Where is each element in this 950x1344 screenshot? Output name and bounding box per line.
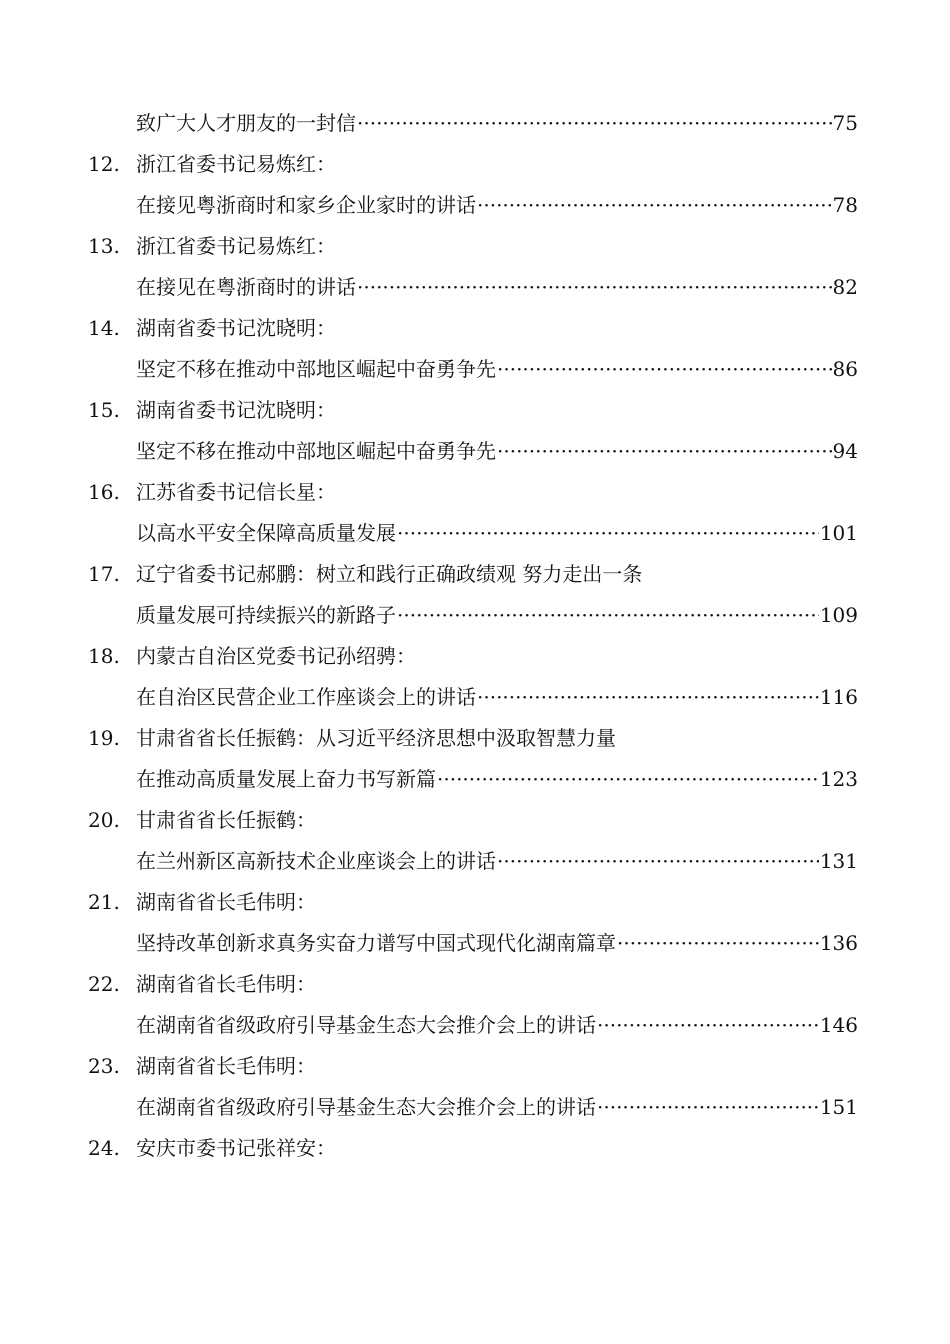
toc-heading-line <box>0 721 950 755</box>
toc-entry-line[interactable] <box>0 106 950 140</box>
entry-title: 在自治区民营企业工作座谈会上的讲话 <box>136 685 476 709</box>
toc-heading-line <box>0 147 950 181</box>
toc-entry-line[interactable] <box>0 352 950 386</box>
toc-entry-line[interactable] <box>0 434 950 468</box>
toc-entry-line[interactable] <box>0 270 950 304</box>
toc-entry-line[interactable] <box>0 762 950 796</box>
leader-dots <box>397 516 819 550</box>
entry-speaker: 湖南省省长毛伟明： <box>136 890 316 914</box>
toc-entry[interactable] <box>136 434 858 468</box>
toc-heading-line <box>0 1131 950 1165</box>
toc-entry-line[interactable] <box>0 188 950 222</box>
entry-speaker: 浙江省委书记易炼红： <box>136 152 336 176</box>
entry-title: 在接见粤浙商时和家乡企业家时的讲话 <box>136 193 476 217</box>
page-number: 151 <box>819 1095 858 1119</box>
leader-dots <box>477 680 819 714</box>
entry-number: 20. <box>88 808 120 832</box>
entry-speaker: 湖南省省长毛伟明： <box>136 972 316 996</box>
entry-title: 在湖南省省级政府引导基金生态大会推介会上的讲话 <box>136 1095 596 1119</box>
page-number: 131 <box>819 849 858 873</box>
page-number: 94 <box>832 439 858 463</box>
toc-heading-line <box>0 311 950 345</box>
entry-number: 12. <box>88 152 120 176</box>
leader-dots <box>497 434 832 468</box>
leader-dots <box>597 1090 819 1124</box>
entry-speaker: 内蒙古自治区党委书记孙绍骋： <box>136 644 416 668</box>
toc-entry[interactable] <box>136 106 858 140</box>
page-number: 109 <box>819 603 858 627</box>
entry-title: 坚定不移在推动中部地区崛起中奋勇争先 <box>136 439 496 463</box>
toc-entry-line[interactable] <box>0 516 950 550</box>
entry-number: 17. <box>88 562 120 586</box>
toc-heading-line <box>0 639 950 673</box>
toc-entry[interactable] <box>136 516 858 550</box>
entry-title: 在推动高质量发展上奋力书写新篇 <box>136 767 436 791</box>
leader-dots <box>597 1008 819 1042</box>
toc-entry[interactable] <box>136 762 858 796</box>
leader-dots <box>477 188 832 222</box>
toc-entry-line[interactable] <box>0 598 950 632</box>
page-number: 78 <box>832 193 858 217</box>
toc-heading-line <box>0 967 950 1001</box>
entry-title: 坚持改革创新求真务实奋力谱写中国式现代化湖南篇章 <box>136 931 616 955</box>
toc-heading-line <box>0 803 950 837</box>
toc-entry[interactable] <box>136 926 858 960</box>
entry-speaker: 辽宁省委书记郝鹏：树立和践行正确政绩观 努力走出一条 <box>136 562 643 586</box>
toc-heading-line <box>0 475 950 509</box>
toc-heading-line <box>0 393 950 427</box>
entry-speaker: 甘肃省省长任振鹤： <box>136 808 316 832</box>
toc-entry-line[interactable] <box>0 844 950 878</box>
toc-entry[interactable] <box>136 352 858 386</box>
entry-number: 16. <box>88 480 120 504</box>
page-number: 146 <box>819 1013 858 1037</box>
entry-title: 以高水平安全保障高质量发展 <box>136 521 396 545</box>
toc-entry[interactable] <box>136 188 858 222</box>
page-number: 75 <box>832 111 858 135</box>
leader-dots <box>437 762 819 796</box>
page-number: 82 <box>832 275 858 299</box>
entry-number: 21. <box>88 890 120 914</box>
toc-entry[interactable] <box>136 598 858 632</box>
page-number: 86 <box>832 357 858 381</box>
entry-number: 23. <box>88 1054 120 1078</box>
entry-speaker: 浙江省委书记易炼红： <box>136 234 336 258</box>
leader-dots <box>617 926 819 960</box>
entry-number: 19. <box>88 726 120 750</box>
entry-number: 15. <box>88 398 120 422</box>
entry-speaker: 湖南省委书记沈晓明： <box>136 398 336 422</box>
leader-dots <box>397 598 819 632</box>
toc-entry[interactable] <box>136 680 858 714</box>
toc-entry[interactable] <box>136 1008 858 1042</box>
toc-entry[interactable] <box>136 270 858 304</box>
page-number: 123 <box>819 767 858 791</box>
entry-speaker: 安庆市委书记张祥安： <box>136 1136 336 1160</box>
entry-title: 致广大人才朋友的一封信 <box>136 111 356 135</box>
toc-entry-line[interactable] <box>0 1008 950 1042</box>
leader-dots <box>497 352 832 386</box>
entry-speaker: 江苏省委书记信长星： <box>136 480 336 504</box>
toc-entry-line[interactable] <box>0 1090 950 1124</box>
page-number: 116 <box>819 685 858 709</box>
entry-number: 13. <box>88 234 120 258</box>
toc-entry[interactable] <box>136 844 858 878</box>
leader-dots <box>497 844 819 878</box>
toc-entry-line[interactable] <box>0 926 950 960</box>
entry-title: 坚定不移在推动中部地区崛起中奋勇争先 <box>136 357 496 381</box>
entry-title: 在湖南省省级政府引导基金生态大会推介会上的讲话 <box>136 1013 596 1037</box>
entry-title: 在接见在粤浙商时的讲话 <box>136 275 356 299</box>
page-number: 101 <box>819 521 858 545</box>
entry-number: 18. <box>88 644 120 668</box>
entry-speaker: 湖南省省长毛伟明： <box>136 1054 316 1078</box>
toc-heading-line <box>0 1049 950 1083</box>
entry-number: 24. <box>88 1136 120 1160</box>
entry-number: 22. <box>88 972 120 996</box>
leader-dots <box>357 270 832 304</box>
entry-speaker: 湖南省委书记沈晓明： <box>136 316 336 340</box>
toc-heading-line <box>0 557 950 591</box>
leader-dots <box>357 106 832 140</box>
toc-heading-line <box>0 229 950 263</box>
entry-speaker: 甘肃省省长任振鹤：从习近平经济思想中汲取智慧力量 <box>136 726 616 750</box>
toc-entry-line[interactable] <box>0 680 950 714</box>
page-number: 136 <box>819 931 858 955</box>
toc-entry[interactable] <box>136 1090 858 1124</box>
entry-number: 14. <box>88 316 120 340</box>
entry-title: 质量发展可持续振兴的新路子 <box>136 603 396 627</box>
toc-heading-line <box>0 885 950 919</box>
entry-title: 在兰州新区高新技术企业座谈会上的讲话 <box>136 849 496 873</box>
